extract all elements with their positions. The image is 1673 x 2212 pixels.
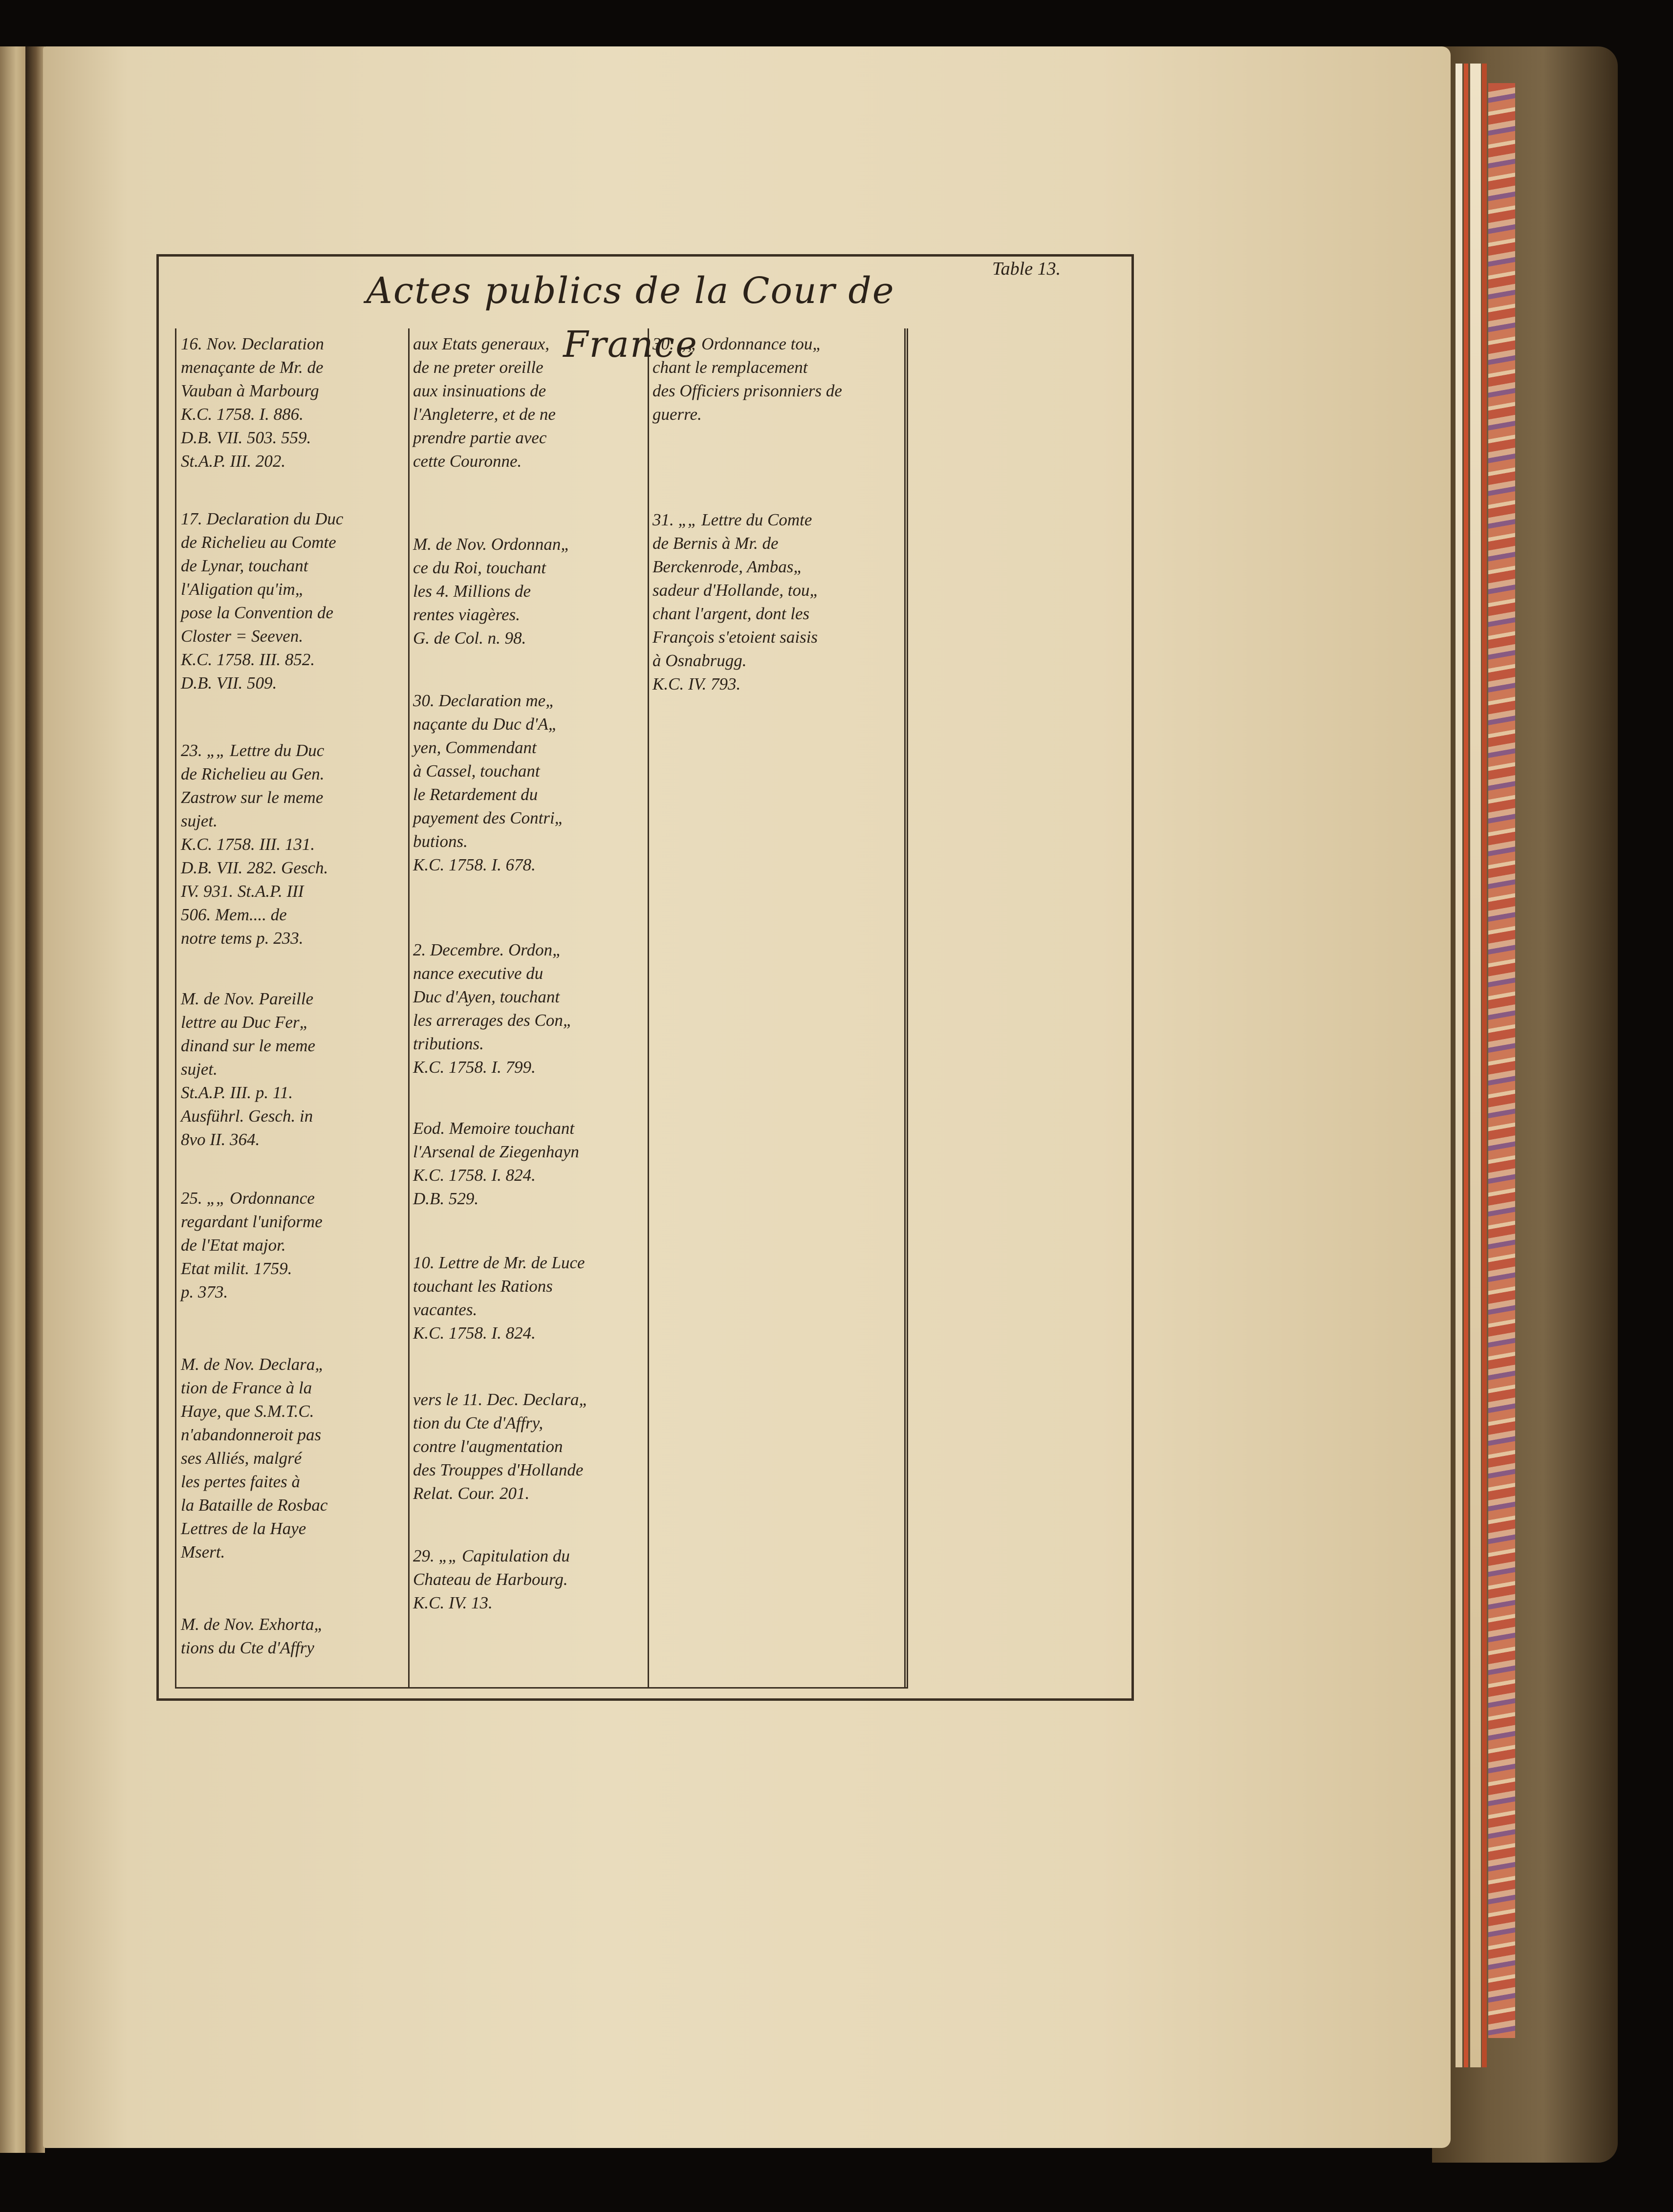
table-entry: 17. Declaration du Duc de Richelieu au Comte de Lynar, touchant l'Aligation qu'im„ pose la Convention de Closter = Seeven. K.C. 1758. III. 852. D.B. VII. 509. <box>181 509 344 693</box>
table-entry: 30. Declaration me„ naçante du Duc d'A„ yen, Commendant à Cassel, touchant le Retardement du payement des Contri„ butions. K.C. 1758. I. 678. <box>413 691 565 874</box>
table-entry: M. de Nov. Pareille lettre au Duc Fer„ dinand sur le meme sujet. St.A.P. III. p. 11. Ausführl. Gesch. in 8vo II. 364. <box>181 989 316 1149</box>
page-title: Actes publics de la Cour de France <box>366 270 895 366</box>
table-entry: 2. Decembre. Ordon„ nance executive du Duc d'Ayen, touchant les arrerages des Con„ tributions. K.C. 1758. I. 799. <box>413 940 573 1077</box>
table-entry: 25. „„ Ordonnance regardant l'uniforme de l'Etat major. Etat milit. 1759. p. 373. <box>181 1189 323 1301</box>
table-entry: vers le 11. Dec. Declara„ tion du Cte d'Affry, contre l'augmentation des Trouppes d'Hollande Relat. Cour. 201. <box>413 1390 588 1503</box>
table-number: Table 13. <box>992 259 1061 279</box>
column-divider <box>648 328 649 1687</box>
column-divider <box>904 328 906 1687</box>
table-entry: M. de Nov. Declara„ tion de France à la Haye, que S.M.T.C. n'abandonneroit pas ses Alliés, malgré les pertes faites à la Bataille de Rosbac Lettres de la Haye Msert. <box>181 1355 328 1561</box>
page-edge <box>1470 64 1481 2067</box>
red-page-edge <box>1482 64 1487 2067</box>
table-entry: 16. Nov. Declaration menaçante de Mr. de Vauban à Marbourg K.C. 1758. I. 886. D.B. VII. 503. 559. St.A.P. III. 202. <box>181 334 324 471</box>
book-gutter <box>25 46 45 2153</box>
table-entry: 31. „„ Lettre du Comte de Bernis à Mr. de Berckenrode, Ambas„ sadeur d'Hollande, tou„ chant l'argent, dont les François s'etoient saisis à Osnabrugg. K.C. IV. 793. <box>652 510 819 694</box>
page-edge <box>1456 64 1462 2067</box>
table-entry: M. de Nov. Ordonnan„ ce du Roi, touchant les 4. Millions de rentes viagères. G. de Col. n. 98. <box>413 535 570 648</box>
column-divider <box>408 328 410 1687</box>
table-entry: 10. Lettre de Mr. de Luce touchant les Rations vacantes. K.C. 1758. I. 824. <box>413 1253 585 1343</box>
table-entry: 29. „„ Capitulation du Chateau de Harbourg. K.C. IV. 13. <box>413 1546 570 1612</box>
table-entry: 23. „„ Lettre du Duc de Richelieu au Gen. Zastrow sur le meme sujet. K.C. 1758. III. 131. D.B. VII. 282. Gesch. IV. 931. St.A.P. III 506. Mem.... de notre tems p. 233. <box>181 741 328 948</box>
red-page-edge <box>1464 64 1468 2067</box>
table-entry: M. de Nov. Exhorta„ tions du Cte d'Affry <box>181 1615 324 1657</box>
table-entry: aux Etats generaux, de ne preter oreille aux insinuations de l'Angleterre, et de ne prendre partie avec cette Couronne. <box>413 334 556 471</box>
table-entry: Eod. Memoire touchant l'Arsenal de Ziegenhayn K.C. 1758. I. 824. D.B. 529. <box>413 1119 579 1208</box>
marbled-edge <box>1488 83 1515 2038</box>
table-entry: 30. „„ Ordonnance tou„ chant le remplacement des Officiers prisonniers de guerre. <box>652 334 842 424</box>
